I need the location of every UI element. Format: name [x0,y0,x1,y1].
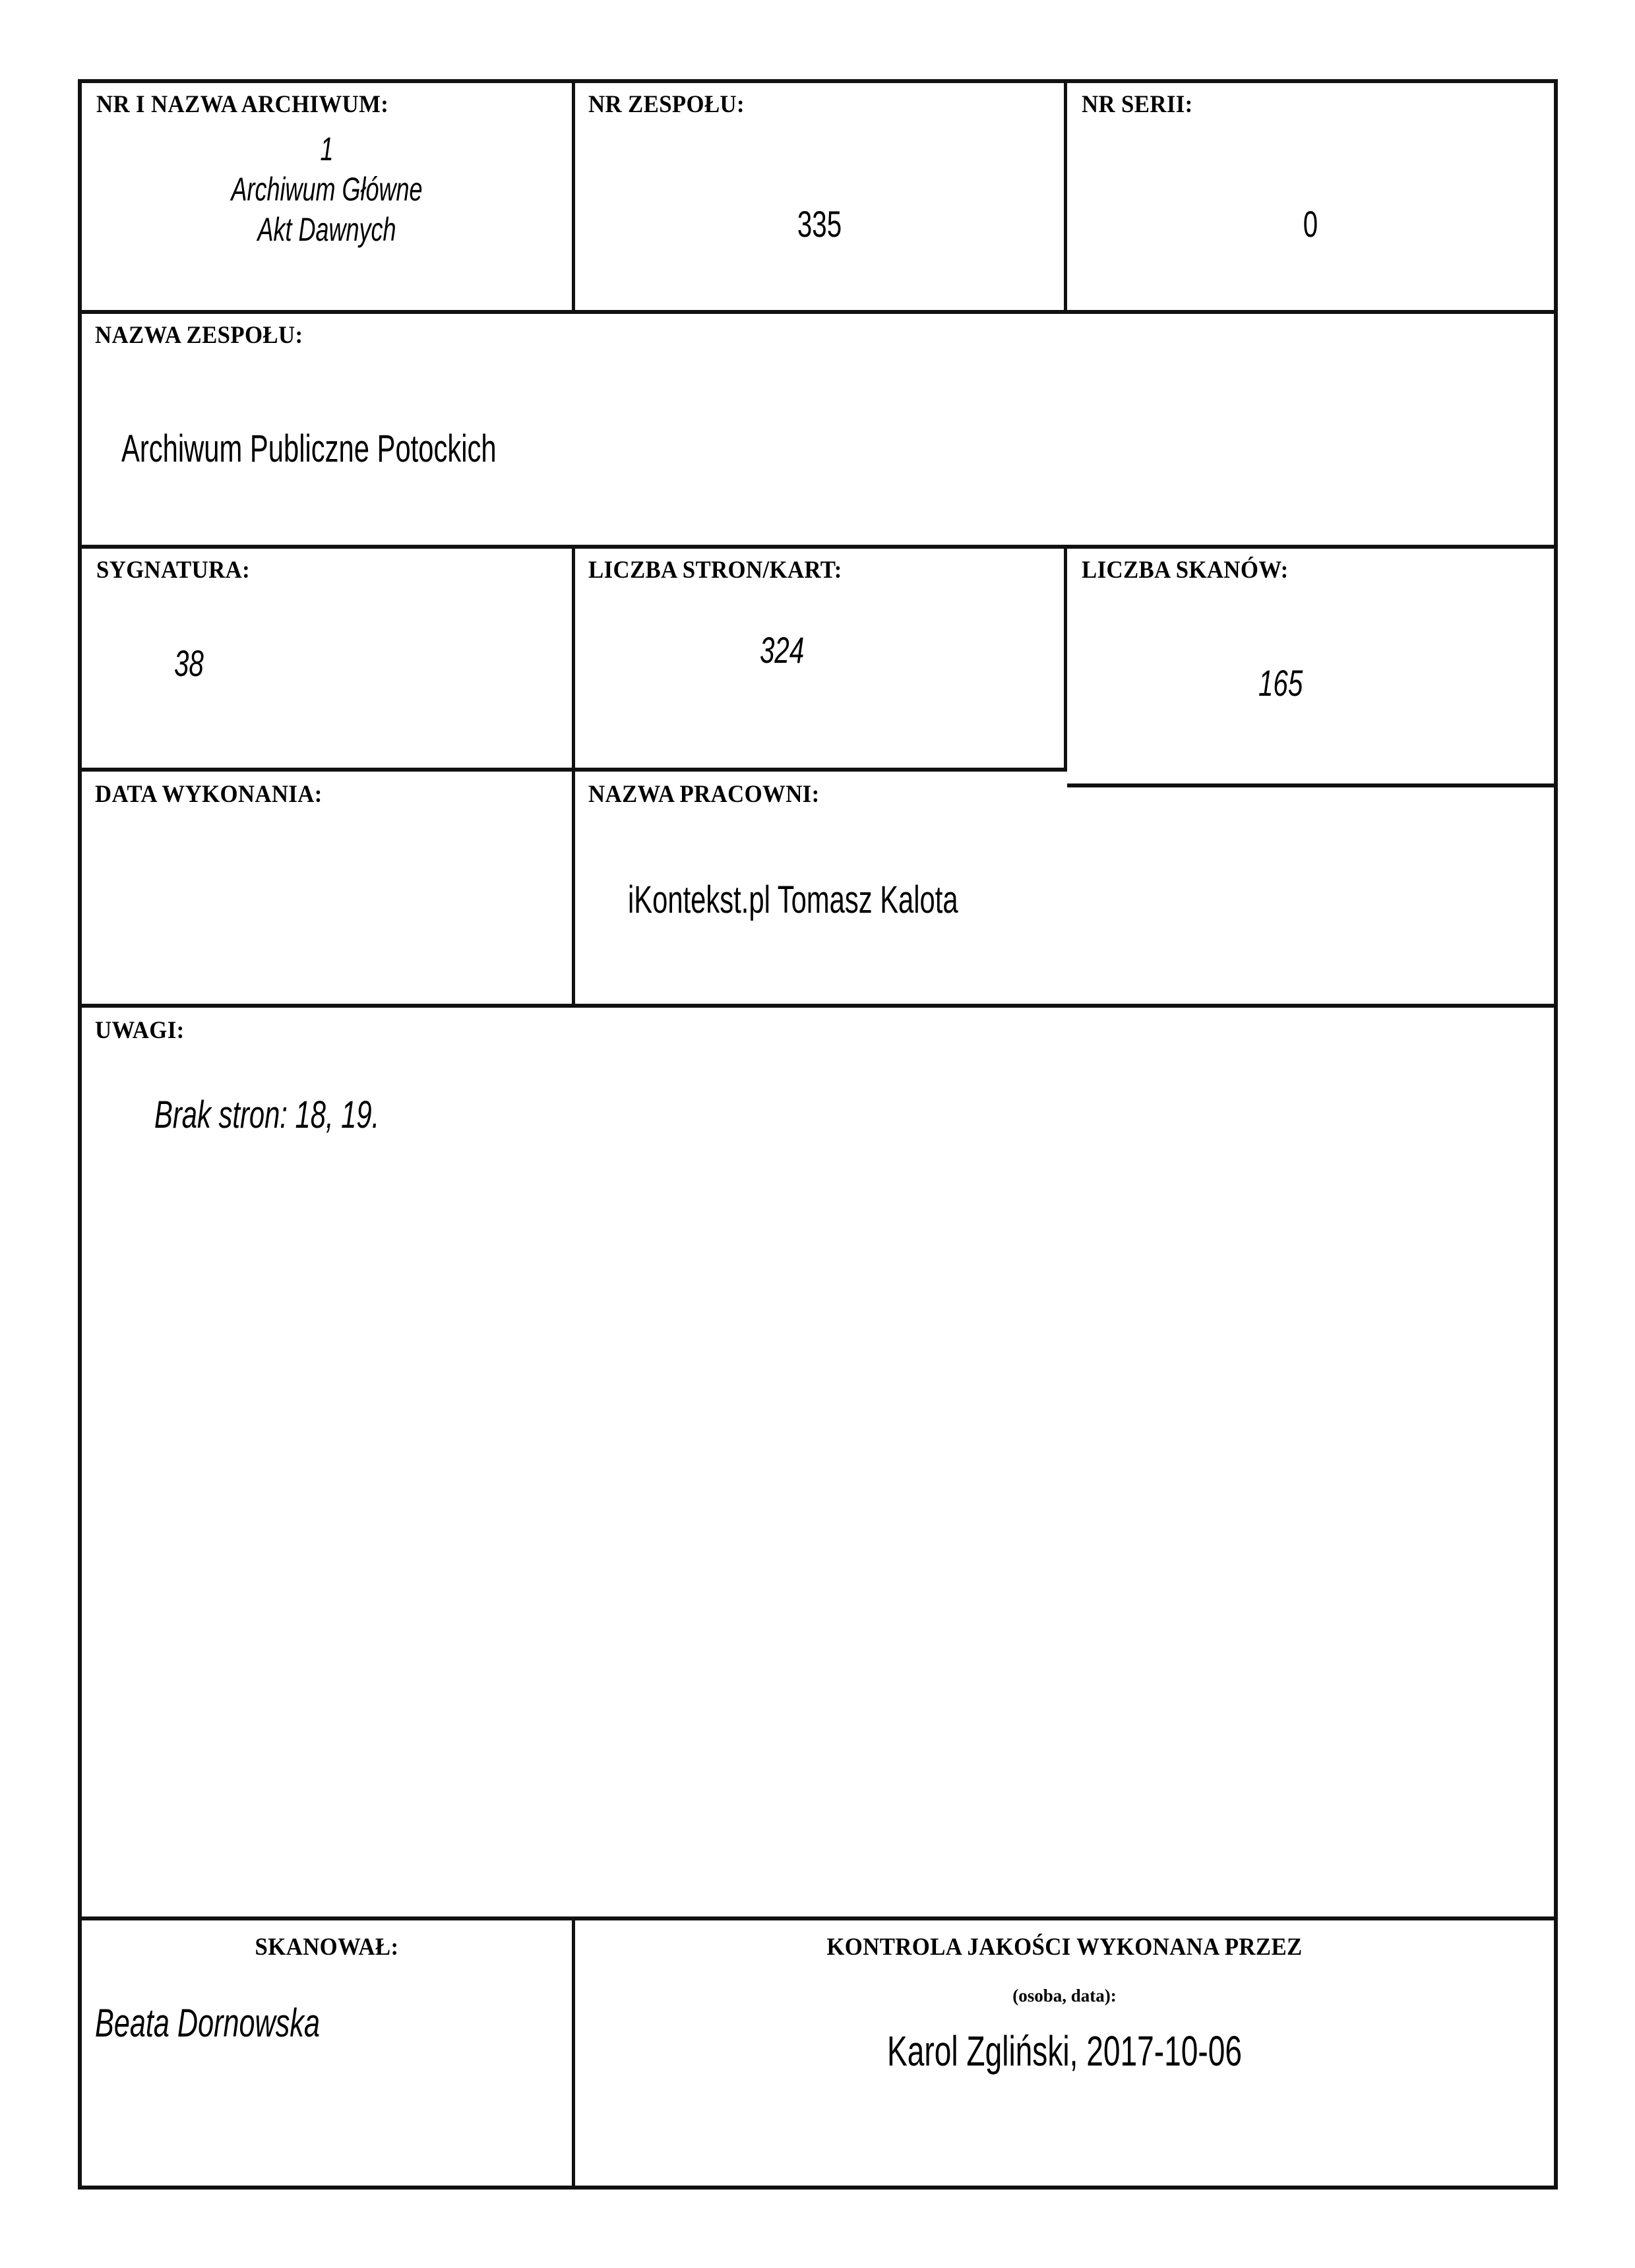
label-remarks: UWAGI: [95,1017,185,1044]
label-scanned-by: SKANOWAŁ: [255,1934,399,1961]
cell-fond-name [82,314,1554,545]
label-fond-number: NR ZESPOŁU: [588,91,745,118]
table-row-quantities [82,549,1554,772]
label-fond-name: NAZWA ZESPOŁU: [95,322,303,349]
value-archive-name-line-1: Archiwum Główne [231,171,423,208]
cell-page-count [575,549,1067,772]
label-page-count: LICZBA STRON/KART: [588,557,842,584]
table-row-remarks [82,1008,1554,1920]
value-fond-name: Archiwum Publiczne Potockich [121,427,497,470]
value-remarks: Brak stron: 18, 19. [154,1093,380,1136]
archival-record-table [78,79,1558,2190]
cell-date-performed [82,772,575,1004]
value-scanned-by: Beata Dornowska [95,2001,320,2045]
table-row-date-and-studio [82,772,1554,1008]
value-studio-name: iKontekst.pl Tomasz Kalota [628,878,958,921]
label-quality-control-sub: (osoba, data): [1012,1986,1117,2006]
value-archive [150,129,503,250]
cell-quality-control [575,1920,1554,2190]
label-studio-name: NAZWA PRACOWNI: [588,781,820,808]
value-archive-number: 1 [320,131,334,168]
label-archive-number-and-name: NR I NAZWA ARCHIWUM: [96,91,389,118]
value-series-number: 0 [1303,203,1318,245]
label-date-performed: DATA WYKONANIA: [95,781,323,808]
cell-series-number [1067,83,1554,310]
value-signature: 38 [174,642,204,684]
label-quality-control: KONTROLA JAKOŚCI WYKONANA PRZEZ [826,1934,1303,1961]
table-row-signatures [82,1920,1554,2190]
value-archive-name-line-2: Akt Dawnych [257,211,396,248]
table-row-archive-identification [82,83,1554,314]
label-scan-count: LICZBA SKANÓW: [1082,557,1289,584]
value-quality-control: Karol Zgliński, 2017-10-06 [887,2027,1242,2075]
cell-fond-number [575,83,1067,310]
cell-archive-name [82,83,575,310]
cell-signature [82,549,575,772]
cell-scanned-by [82,1920,575,2190]
value-scan-count: 165 [1258,662,1303,704]
cell-scan-count [1067,549,1554,787]
cell-studio-name [575,772,1554,1004]
value-page-count: 324 [760,629,805,671]
value-fond-number: 335 [797,203,842,245]
cell-remarks [82,1008,1554,1916]
label-signature: SYGNATURA: [96,557,251,584]
table-row-fond-name [82,314,1554,549]
label-series-number: NR SERII: [1082,91,1193,118]
